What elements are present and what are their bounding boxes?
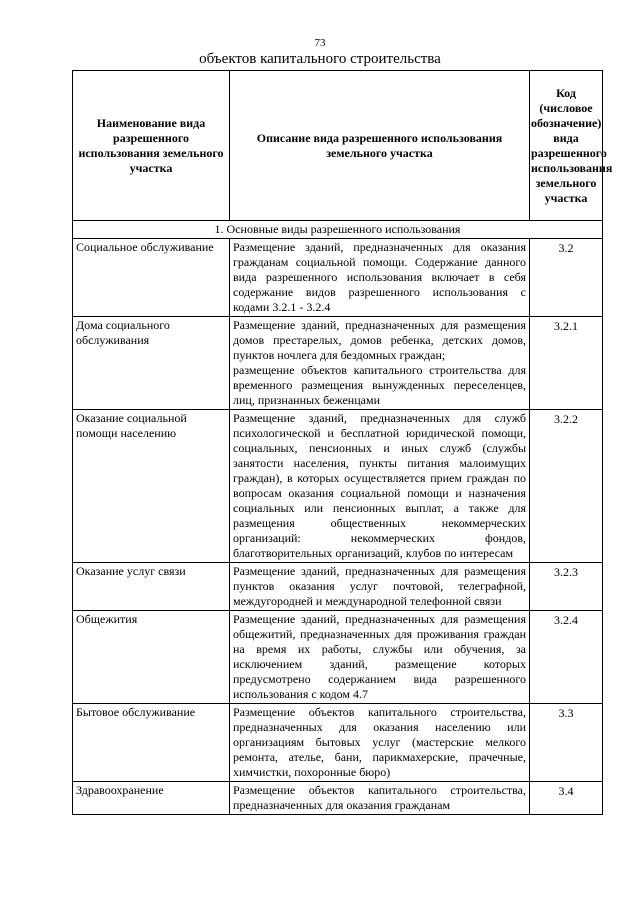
row-code: 3.2 xyxy=(530,239,603,317)
row-name: Оказание услуг связи xyxy=(73,563,230,611)
row-name: Бытовое обслуживание xyxy=(73,704,230,782)
table-row xyxy=(73,704,603,782)
row-code: 3.2.3 xyxy=(530,563,603,611)
row-name: Дома социального обслуживания xyxy=(73,317,230,410)
section-title: 1. Основные виды разрешенного использования xyxy=(73,221,603,239)
table-row xyxy=(73,611,603,704)
row-name: Здравоохранение xyxy=(73,782,230,815)
row-description: Размещение зданий, предназначенных для размещения пунктов оказания услуг почтовой, телеграфной, междугородней и международной телефонной связи xyxy=(230,563,530,611)
row-code: 3.3 xyxy=(530,704,603,782)
row-description-part: Размещение зданий, предназначенных для размещения домов престарелых, домов ребенка, детских домов, пунктов ночлега для бездомных граждан; xyxy=(233,318,526,362)
row-description: Размещение объектов капитального строительства, предназначенных для оказания гражданам xyxy=(230,782,530,815)
row-name: Оказание социальной помощи населению xyxy=(73,410,230,563)
table-row xyxy=(73,782,603,815)
header-code: Код (числовое обозначение) вида разрешенного использования земельного участка xyxy=(530,71,603,221)
header-description: Описание вида разрешенного использования земельного участка xyxy=(230,71,530,221)
table-continued-title: объектов капитального строительства xyxy=(199,51,441,67)
table-row xyxy=(73,410,603,563)
header-name: Наименование вида разрешенного использования земельного участка xyxy=(73,71,230,221)
row-name: Общежития xyxy=(73,611,230,704)
row-name: Социальное обслуживание xyxy=(73,239,230,317)
row-code: 3.2.4 xyxy=(530,611,603,704)
row-code: 3.2.2 xyxy=(530,410,603,563)
row-description: Размещение зданий, предназначенных для оказания гражданам социальной помощи. Содержание данного вида разрешенного использования включает в себя содержание видов разрешенного использования с кодами 3.2.1 - 3.2.4 xyxy=(230,239,530,317)
row-description-part: размещение объектов капитального строительства для временного размещения вынужденных переселенцев, лиц, признанных беженцами xyxy=(233,363,526,407)
row-description: Размещение зданий, предназначенных для размещения общежитий, предназначенных для проживания граждан на время их работы, службы или обучения, за исключением зданий, размещение которых предусмотрено содержанием вида разрешенного использования с кодом 4.7 xyxy=(230,611,530,704)
table-row xyxy=(73,239,603,317)
row-code: 3.4 xyxy=(530,782,603,815)
table-row xyxy=(73,317,603,410)
table-row xyxy=(73,563,603,611)
row-code: 3.2.1 xyxy=(530,317,603,410)
page-number: 73 xyxy=(314,37,326,49)
row-description: Размещение зданий, предназначенных для служб психологической и бесплатной юридической помощи, социальных, пенсионных и иных служб (службы занятости населения, пункты питания малоимущих граждан), в которых осуществляется прием граждан по вопросам оказания социальной помощи и назначения социальных или пенсионных выплат, а также для размещения общественных некоммерческих организаций: некоммерческих фондов, благотворительных организаций, клубов по интересам xyxy=(230,410,530,563)
row-description: Размещение объектов капитального строительства, предназначенных для оказания населению или организациям бытовых услуг (мастерские мелкого ремонта, ателье, бани, парикмахерские, прачечные, химчистки, похоронные бюро) xyxy=(230,704,530,782)
header-row xyxy=(73,71,603,221)
row-description xyxy=(230,317,530,410)
land-use-table xyxy=(72,70,613,815)
section-row xyxy=(73,221,603,239)
